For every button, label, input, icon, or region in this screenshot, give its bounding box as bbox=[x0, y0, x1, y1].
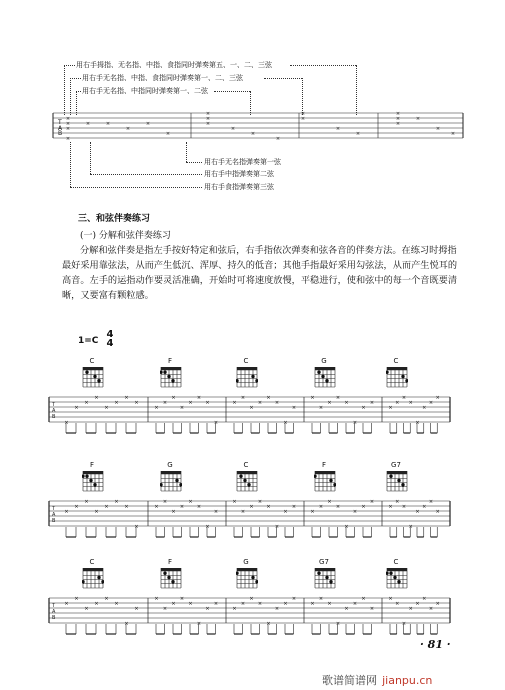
svg-text:×: × bbox=[240, 394, 246, 401]
svg-text:A: A bbox=[52, 408, 56, 414]
svg-text:×: × bbox=[179, 503, 185, 510]
tab-staff bbox=[48, 497, 452, 541]
svg-text:×: × bbox=[369, 498, 375, 505]
svg-text:×: × bbox=[213, 508, 219, 515]
svg-text:×: × bbox=[352, 508, 358, 515]
svg-text:×: × bbox=[408, 605, 413, 612]
svg-text:×: × bbox=[84, 605, 89, 612]
svg-text:×: × bbox=[250, 131, 256, 137]
svg-text:×: × bbox=[274, 399, 280, 406]
chord-name: C bbox=[89, 558, 95, 566]
svg-text:×: × bbox=[352, 419, 358, 426]
svg-text:×: × bbox=[395, 498, 400, 505]
svg-text:×: × bbox=[179, 404, 185, 411]
svg-text:×: × bbox=[435, 126, 441, 132]
chord-diagram bbox=[314, 567, 336, 589]
svg-text:×: × bbox=[395, 600, 400, 607]
chord-diagram bbox=[82, 366, 104, 388]
svg-text:×: × bbox=[257, 498, 263, 505]
svg-text:×: × bbox=[310, 394, 315, 401]
svg-text:×: × bbox=[154, 503, 159, 510]
chord-name: F bbox=[321, 461, 327, 469]
chord-name: C bbox=[393, 558, 399, 566]
svg-text:×: × bbox=[134, 605, 139, 612]
svg-text:×: × bbox=[104, 503, 109, 510]
svg-text:×: × bbox=[162, 605, 168, 612]
svg-text:×: × bbox=[369, 399, 375, 406]
svg-text:B: B bbox=[52, 414, 56, 420]
chord-diagram bbox=[160, 470, 182, 492]
svg-text:×: × bbox=[134, 523, 139, 530]
svg-text:×: × bbox=[232, 399, 237, 406]
svg-text:×: × bbox=[283, 419, 288, 426]
svg-text:×: × bbox=[240, 508, 246, 515]
svg-text:A: A bbox=[52, 512, 56, 518]
svg-text:×: × bbox=[428, 498, 434, 505]
section-heading: 三、和弦伴奏练习 bbox=[78, 214, 151, 224]
svg-text:×: × bbox=[205, 116, 211, 122]
watermark-url: jianpu.cn bbox=[382, 674, 433, 687]
annotation-bottom-2: 用右手中指弹奏第二弦 bbox=[204, 170, 274, 178]
svg-text:×: × bbox=[145, 121, 151, 127]
chord-diagram bbox=[82, 567, 104, 589]
svg-text:×: × bbox=[64, 508, 69, 515]
svg-text:×: × bbox=[74, 595, 79, 602]
svg-text:×: × bbox=[171, 394, 176, 401]
chord-diagram bbox=[236, 470, 258, 492]
chord-name: F bbox=[167, 357, 173, 365]
svg-text:×: × bbox=[388, 595, 393, 602]
svg-text:×: × bbox=[369, 605, 375, 612]
svg-text:×: × bbox=[84, 399, 89, 406]
svg-text:×: × bbox=[335, 126, 341, 132]
svg-text:×: × bbox=[291, 595, 297, 602]
svg-text:×: × bbox=[213, 600, 219, 607]
svg-text:A: A bbox=[52, 609, 56, 615]
svg-text:×: × bbox=[408, 399, 413, 406]
chord-name: F bbox=[89, 461, 95, 469]
svg-text:×: × bbox=[274, 523, 280, 530]
svg-text:×: × bbox=[435, 394, 440, 401]
svg-text:×: × bbox=[401, 394, 407, 401]
svg-text:×: × bbox=[114, 600, 119, 607]
chord-diagram bbox=[236, 366, 258, 388]
svg-text:×: × bbox=[266, 503, 271, 510]
svg-text:×: × bbox=[435, 600, 440, 607]
chord-diagram bbox=[236, 567, 258, 589]
svg-text:×: × bbox=[291, 503, 297, 510]
chord-name: C bbox=[89, 357, 95, 365]
svg-text:×: × bbox=[352, 600, 358, 607]
svg-text:×: × bbox=[249, 503, 254, 510]
svg-text:×: × bbox=[205, 523, 210, 530]
svg-text:×: × bbox=[249, 404, 254, 411]
svg-text:×: × bbox=[395, 111, 401, 117]
chord-name: C bbox=[243, 357, 249, 365]
svg-text:×: × bbox=[125, 126, 131, 132]
svg-text:B: B bbox=[52, 518, 56, 524]
svg-text:×: × bbox=[232, 498, 237, 505]
svg-text:×: × bbox=[94, 600, 99, 607]
svg-text:×: × bbox=[344, 523, 349, 530]
svg-text:×: × bbox=[355, 131, 361, 137]
svg-text:×: × bbox=[188, 600, 193, 607]
svg-text:×: × bbox=[104, 595, 109, 602]
svg-text:×: × bbox=[205, 121, 211, 127]
svg-text:×: × bbox=[274, 605, 280, 612]
chord-diagram bbox=[386, 567, 408, 589]
svg-text:×: × bbox=[162, 399, 168, 406]
svg-text:×: × bbox=[114, 399, 119, 406]
svg-text:×: × bbox=[104, 404, 109, 411]
annotation-bottom-3: 用右手食指弹奏第三弦 bbox=[204, 183, 274, 191]
page-number: · 81 · bbox=[420, 638, 451, 651]
svg-text:×: × bbox=[415, 508, 420, 515]
svg-text:×: × bbox=[65, 136, 71, 142]
svg-text:×: × bbox=[85, 121, 91, 127]
svg-text:×: × bbox=[249, 595, 254, 602]
annotation-top-2: 用右手无名指、中指、食指同时弹奏第一、二、三弦 bbox=[82, 74, 243, 82]
svg-text:×: × bbox=[94, 394, 99, 401]
svg-text:T: T bbox=[52, 506, 56, 512]
svg-text:×: × bbox=[428, 399, 434, 406]
svg-text:×: × bbox=[395, 116, 401, 122]
svg-text:B: B bbox=[52, 615, 56, 621]
svg-text:×: × bbox=[205, 605, 210, 612]
svg-text:×: × bbox=[205, 111, 211, 117]
svg-text:×: × bbox=[327, 600, 332, 607]
svg-text:×: × bbox=[64, 419, 69, 426]
chord-name: C bbox=[243, 461, 249, 469]
chord-diagram bbox=[314, 470, 336, 492]
svg-text:×: × bbox=[232, 605, 237, 612]
watermark bbox=[322, 669, 432, 688]
svg-text:×: × bbox=[266, 394, 271, 401]
svg-text:×: × bbox=[435, 508, 440, 515]
svg-text:×: × bbox=[154, 404, 159, 411]
svg-text:×: × bbox=[240, 600, 246, 607]
svg-text:×: × bbox=[94, 508, 99, 515]
time-signature: 4 4 bbox=[106, 329, 114, 349]
chord-diagram bbox=[386, 470, 408, 492]
chord-name: G7 bbox=[391, 461, 401, 469]
svg-text:×: × bbox=[124, 620, 129, 627]
svg-text:×: × bbox=[179, 595, 185, 602]
key-signature: 1=C bbox=[78, 336, 99, 346]
diagram-tab-staff bbox=[48, 110, 468, 146]
svg-text:×: × bbox=[162, 498, 168, 505]
svg-text:×: × bbox=[361, 503, 366, 510]
svg-text:×: × bbox=[327, 399, 332, 406]
svg-text:×: × bbox=[171, 508, 176, 515]
svg-text:×: × bbox=[335, 620, 341, 627]
svg-text:×: × bbox=[422, 404, 427, 411]
svg-text:×: × bbox=[401, 503, 407, 510]
section-paragraph: 分解和弦伴奏是指左手按好特定和弦后，右手指依次弹奏和弦各音的伴奏方法。在练习时拇指最好采用靠弦法，从而产生低沉、浑厚、持久的低音；其他手指最好采用勾弦法，从而产生悦耳的高音。左手的运指动作要灵活准确，开始时可将速度放慢，平稳进行，使和弦中的每一个音既要清晰，又要富有颗粒感。 bbox=[62, 245, 458, 301]
svg-text:×: × bbox=[428, 605, 434, 612]
svg-text:×: × bbox=[196, 620, 202, 627]
svg-text:×: × bbox=[395, 121, 401, 127]
svg-text:×: × bbox=[196, 394, 202, 401]
svg-text:×: × bbox=[257, 399, 263, 406]
chord-diagram bbox=[314, 366, 336, 388]
svg-text:×: × bbox=[165, 131, 171, 137]
svg-text:×: × bbox=[415, 419, 420, 426]
diagram-tab-letters: T A B bbox=[58, 119, 63, 137]
svg-text:×: × bbox=[266, 620, 271, 627]
svg-text:×: × bbox=[318, 404, 324, 411]
svg-text:×: × bbox=[213, 419, 219, 426]
svg-text:×: × bbox=[401, 620, 407, 627]
svg-text:×: × bbox=[408, 523, 413, 530]
watermark-text: 歌谱简谱网 bbox=[322, 674, 377, 687]
chord-diagram bbox=[82, 470, 104, 492]
chord-name: G bbox=[167, 461, 173, 469]
svg-text:×: × bbox=[230, 126, 236, 132]
svg-text:×: × bbox=[65, 126, 71, 132]
svg-text:×: × bbox=[124, 394, 129, 401]
svg-text:×: × bbox=[283, 508, 288, 515]
svg-text:×: × bbox=[74, 404, 79, 411]
svg-text:×: × bbox=[65, 121, 71, 127]
svg-text:×: × bbox=[84, 498, 89, 505]
chord-name: G7 bbox=[319, 558, 329, 566]
svg-text:×: × bbox=[327, 498, 332, 505]
chord-name: G bbox=[243, 558, 249, 566]
svg-text:T: T bbox=[52, 603, 56, 609]
chord-name: G bbox=[321, 357, 327, 365]
svg-text:×: × bbox=[318, 595, 324, 602]
chord-diagram bbox=[386, 366, 408, 388]
svg-text:×: × bbox=[65, 116, 71, 122]
svg-text:×: × bbox=[188, 498, 193, 505]
svg-text:T: T bbox=[52, 402, 56, 408]
svg-text:×: × bbox=[415, 116, 421, 122]
chord-name: C bbox=[393, 357, 399, 365]
svg-text:×: × bbox=[450, 131, 456, 137]
svg-text:×: × bbox=[388, 404, 393, 411]
svg-text:×: × bbox=[344, 605, 349, 612]
svg-text:×: × bbox=[196, 503, 202, 510]
svg-text:×: × bbox=[361, 595, 366, 602]
svg-text:×: × bbox=[335, 503, 341, 510]
svg-text:×: × bbox=[105, 121, 111, 127]
svg-text:×: × bbox=[64, 600, 69, 607]
svg-text:×: × bbox=[310, 508, 315, 515]
svg-text:×: × bbox=[395, 399, 400, 406]
section-subheading: (一) 分解和弦伴奏练习 bbox=[80, 231, 171, 241]
annotation-bottom-1: 用右手无名指弹奏第一弦 bbox=[204, 158, 281, 166]
svg-text:×: × bbox=[388, 503, 393, 510]
svg-text:×: × bbox=[257, 600, 263, 607]
svg-text:×: × bbox=[171, 600, 176, 607]
svg-text:×: × bbox=[415, 600, 420, 607]
svg-text:×: × bbox=[335, 394, 341, 401]
svg-text:×: × bbox=[188, 399, 193, 406]
svg-text:×: × bbox=[361, 404, 366, 411]
svg-text:×: × bbox=[283, 600, 288, 607]
svg-text:×: × bbox=[318, 503, 324, 510]
svg-text:×: × bbox=[344, 399, 349, 406]
svg-text:×: × bbox=[74, 503, 79, 510]
svg-text:×: × bbox=[300, 111, 306, 117]
chord-diagram bbox=[160, 567, 182, 589]
chord-diagram bbox=[160, 366, 182, 388]
svg-text:×: × bbox=[114, 498, 119, 505]
svg-text:×: × bbox=[300, 116, 306, 122]
svg-text:×: × bbox=[275, 136, 281, 142]
svg-text:×: × bbox=[422, 595, 427, 602]
svg-text:×: × bbox=[124, 503, 129, 510]
svg-text:×: × bbox=[205, 399, 210, 406]
svg-text:×: × bbox=[154, 595, 159, 602]
annotation-top-1: 用右手拇指、无名指、中指、食指同时弹奏第五、一、二、三弦 bbox=[76, 61, 272, 69]
svg-text:×: × bbox=[291, 404, 297, 411]
svg-text:×: × bbox=[310, 600, 315, 607]
tab-staff bbox=[48, 393, 452, 437]
svg-text:×: × bbox=[422, 503, 427, 510]
annotation-top-3: 用右手无名指、中指同时弹奏第一、二弦 bbox=[82, 87, 208, 95]
tab-staff bbox=[48, 594, 452, 638]
chord-name: F bbox=[167, 558, 173, 566]
svg-text:×: × bbox=[134, 399, 139, 406]
